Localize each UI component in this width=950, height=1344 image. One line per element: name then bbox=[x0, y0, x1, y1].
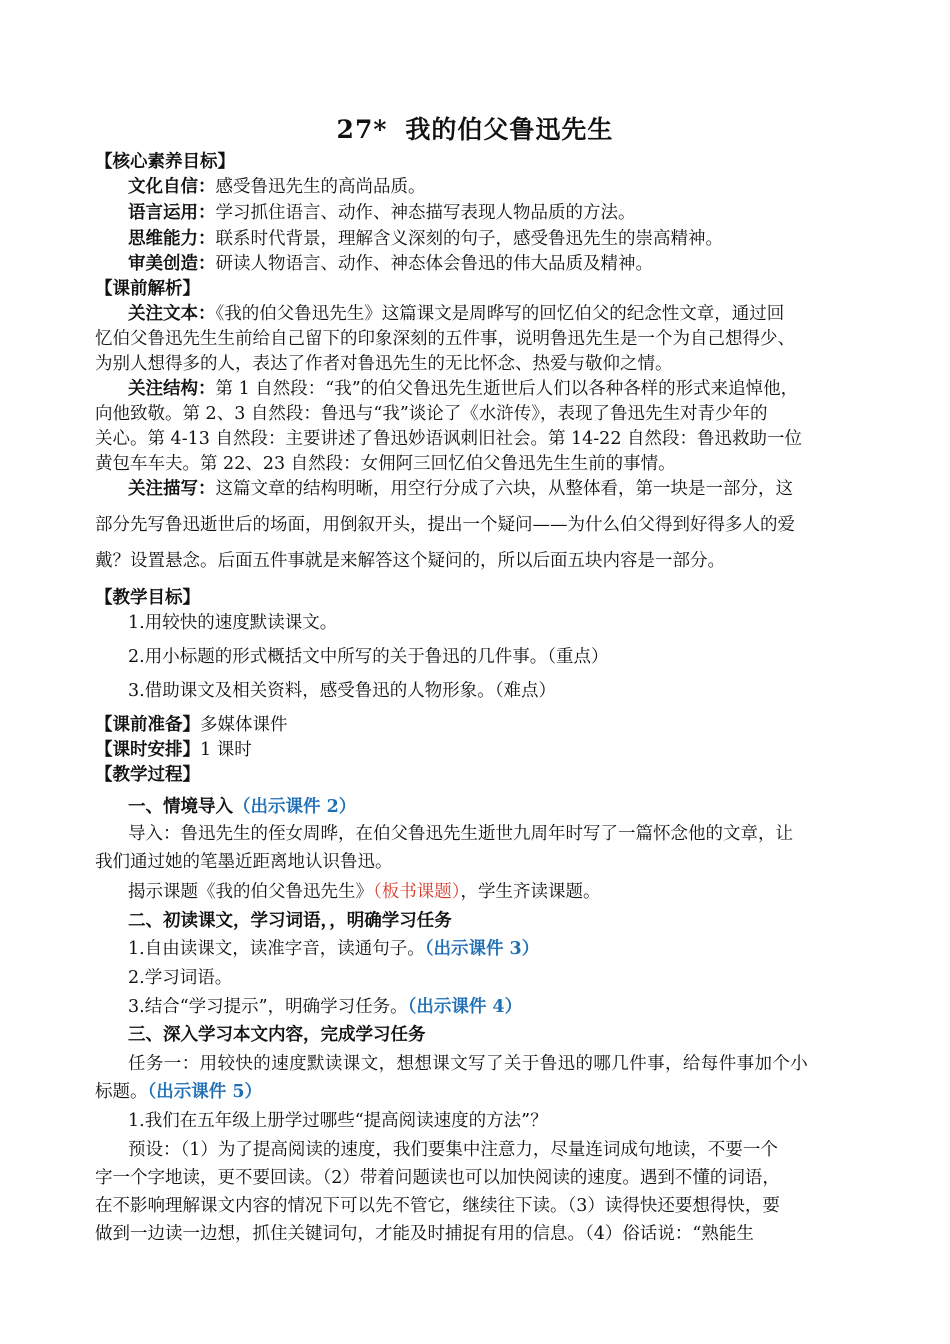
courseware-tag: （出示课件 3） bbox=[424, 939, 540, 959]
description-focus-line: 部分先写鲁迅逝世后的场面，用倒叙开头，提出一个疑问——为什么伯父得到好得多人的爱 bbox=[95, 515, 795, 535]
goal-culture: 文化自信：感受鲁迅先生的高尚品质。 bbox=[128, 177, 426, 197]
preset-line: 在不影响理解课文内容的情况下可以先不管它，继续往下读。（3）读得快还要想得快，要 bbox=[95, 1196, 780, 1216]
task1-line: 标题。（出示课件 5） bbox=[95, 1082, 263, 1102]
structure-focus-line: 黄包车车夫。第 22、23 自然段：女佣阿三回忆伯父鲁迅先生生前的事情。 bbox=[95, 454, 676, 474]
courseware-tag: （出示课件 4） bbox=[407, 997, 523, 1017]
s2-item-1: 1.自由读课文，读准字音，读通句子。（出示课件 3） bbox=[128, 939, 540, 959]
section-2-title: 二、初读课文，学习词语，，明确学习任务 bbox=[128, 911, 452, 931]
teaching-goal-item: 1.用较快的速度默读课文。 bbox=[128, 613, 338, 633]
structure-focus-line: 向他致敬。第 2、3 自然段：鲁迅与“我”谈论了《水浒传》，表现了鲁迅先生对青少年的 bbox=[95, 404, 768, 424]
preset-line: 做到一边读一边想，抓住关键词句，才能及时捕捉有用的信息。（4）俗话说：“熟能生 bbox=[95, 1224, 754, 1244]
courseware-tag: （出示课件 2） bbox=[233, 797, 357, 817]
s2-item-2: 2.学习词语。 bbox=[128, 968, 233, 988]
goal-language: 语言运用：学习抓住语言、动作、神态描写表现人物品质的方法。 bbox=[128, 203, 636, 223]
intro-line: 我们通过她的笔墨近距离地认识鲁迅。 bbox=[95, 852, 393, 872]
lesson-title: 我的伯父鲁迅先生 bbox=[405, 115, 614, 144]
teaching-goal-item: 2.用小标题的形式概括文中所写的关于鲁迅的几件事。（重点） bbox=[128, 647, 609, 667]
core-goals-heading: 【核心素养目标】 bbox=[95, 152, 235, 172]
page-title bbox=[0, 110, 950, 146]
s2-item-3: 3.结合“学习提示”，明确学习任务。（出示课件 4） bbox=[128, 997, 523, 1017]
goal-thinking: 思维能力：联系时代背景，理解含义深刻的句子，感受鲁迅先生的崇高精神。 bbox=[128, 229, 723, 249]
reveal-title-line: 揭示课题《我的伯父鲁迅先生》（板书课题），学生齐读课题。 bbox=[128, 882, 601, 902]
section-3-title: 三、深入学习本文内容，完成学习任务 bbox=[128, 1025, 426, 1045]
section-1-title: 一、情境导入（出示课件 2） bbox=[128, 797, 357, 817]
teaching-goals-heading: 【教学目标】 bbox=[95, 588, 200, 608]
preset-line: 字一个字地读，更不要回读。（2）带着问题读也可以加快阅读的速度。遇到不懂的词语， bbox=[95, 1168, 780, 1188]
text-focus-line: 为别人想得多的人，表达了作者对鲁迅先生的无比怀念、热爱与敬仰之情。 bbox=[95, 354, 673, 374]
task1-line: 任务一：用较快的速度默读课文，想想课文写了关于鲁迅的哪几件事，给每件事加个小 bbox=[128, 1054, 809, 1074]
board-note: （板书课题） bbox=[373, 882, 461, 902]
lesson-number: 27* bbox=[336, 115, 388, 144]
pre-analysis-heading: 【课前解析】 bbox=[95, 279, 200, 299]
schedule-line: 【课时安排】1 课时 bbox=[95, 740, 252, 760]
preparation-line: 【课前准备】多媒体课件 bbox=[95, 715, 288, 735]
intro-line: 导入：鲁迅先生的侄女周晔，在伯父鲁迅先生逝世九周年时写了一篇怀念他的文章，让 bbox=[128, 824, 793, 844]
courseware-tag: （出示课件 5） bbox=[147, 1082, 263, 1102]
question-1: 1.我们在五年级上册学过哪些“提高阅读速度的方法”？ bbox=[128, 1111, 548, 1131]
goal-aesthetic: 审美创造：研读人物语言、动作、神态体会鲁迅的伟大品质及精神。 bbox=[128, 254, 653, 274]
process-heading: 【教学过程】 bbox=[95, 765, 200, 785]
text-focus-line: 忆伯父鲁迅先生生前给自己留下的印象深刻的五件事，说明鲁迅先生是一个为自己想得少、 bbox=[95, 329, 795, 349]
text-focus-line: 关注文本：《我的伯父鲁迅先生》这篇课文是周晔写的回忆伯父的纪念性文章，通过回 bbox=[128, 304, 785, 324]
preset-line: 预设：（1）为了提高阅读的速度，我们要集中注意力，尽量连词成句地读，不要一个 bbox=[128, 1140, 778, 1160]
description-focus-line: 戴？设置悬念。后面五件事就是来解答这个疑问的，所以后面五块内容是一部分。 bbox=[95, 551, 725, 571]
teaching-goal-item: 3.借助课文及相关资料，感受鲁迅的人物形象。（难点） bbox=[128, 681, 556, 701]
structure-focus-line: 关心。第 4-13 自然段：主要讲述了鲁迅妙语讽刺旧社会。第 14-22 自然段：鲁迅救助一位 bbox=[95, 429, 803, 449]
structure-focus-line: 关注结构：第 1 自然段：“我”的伯父鲁迅先生逝世后人们以各种各样的形式来追悼他， bbox=[128, 379, 799, 399]
description-focus-line: 关注描写：这篇文章的结构明晰，用空行分成了六块，从整体看，第一块是一部分，这 bbox=[128, 479, 793, 499]
